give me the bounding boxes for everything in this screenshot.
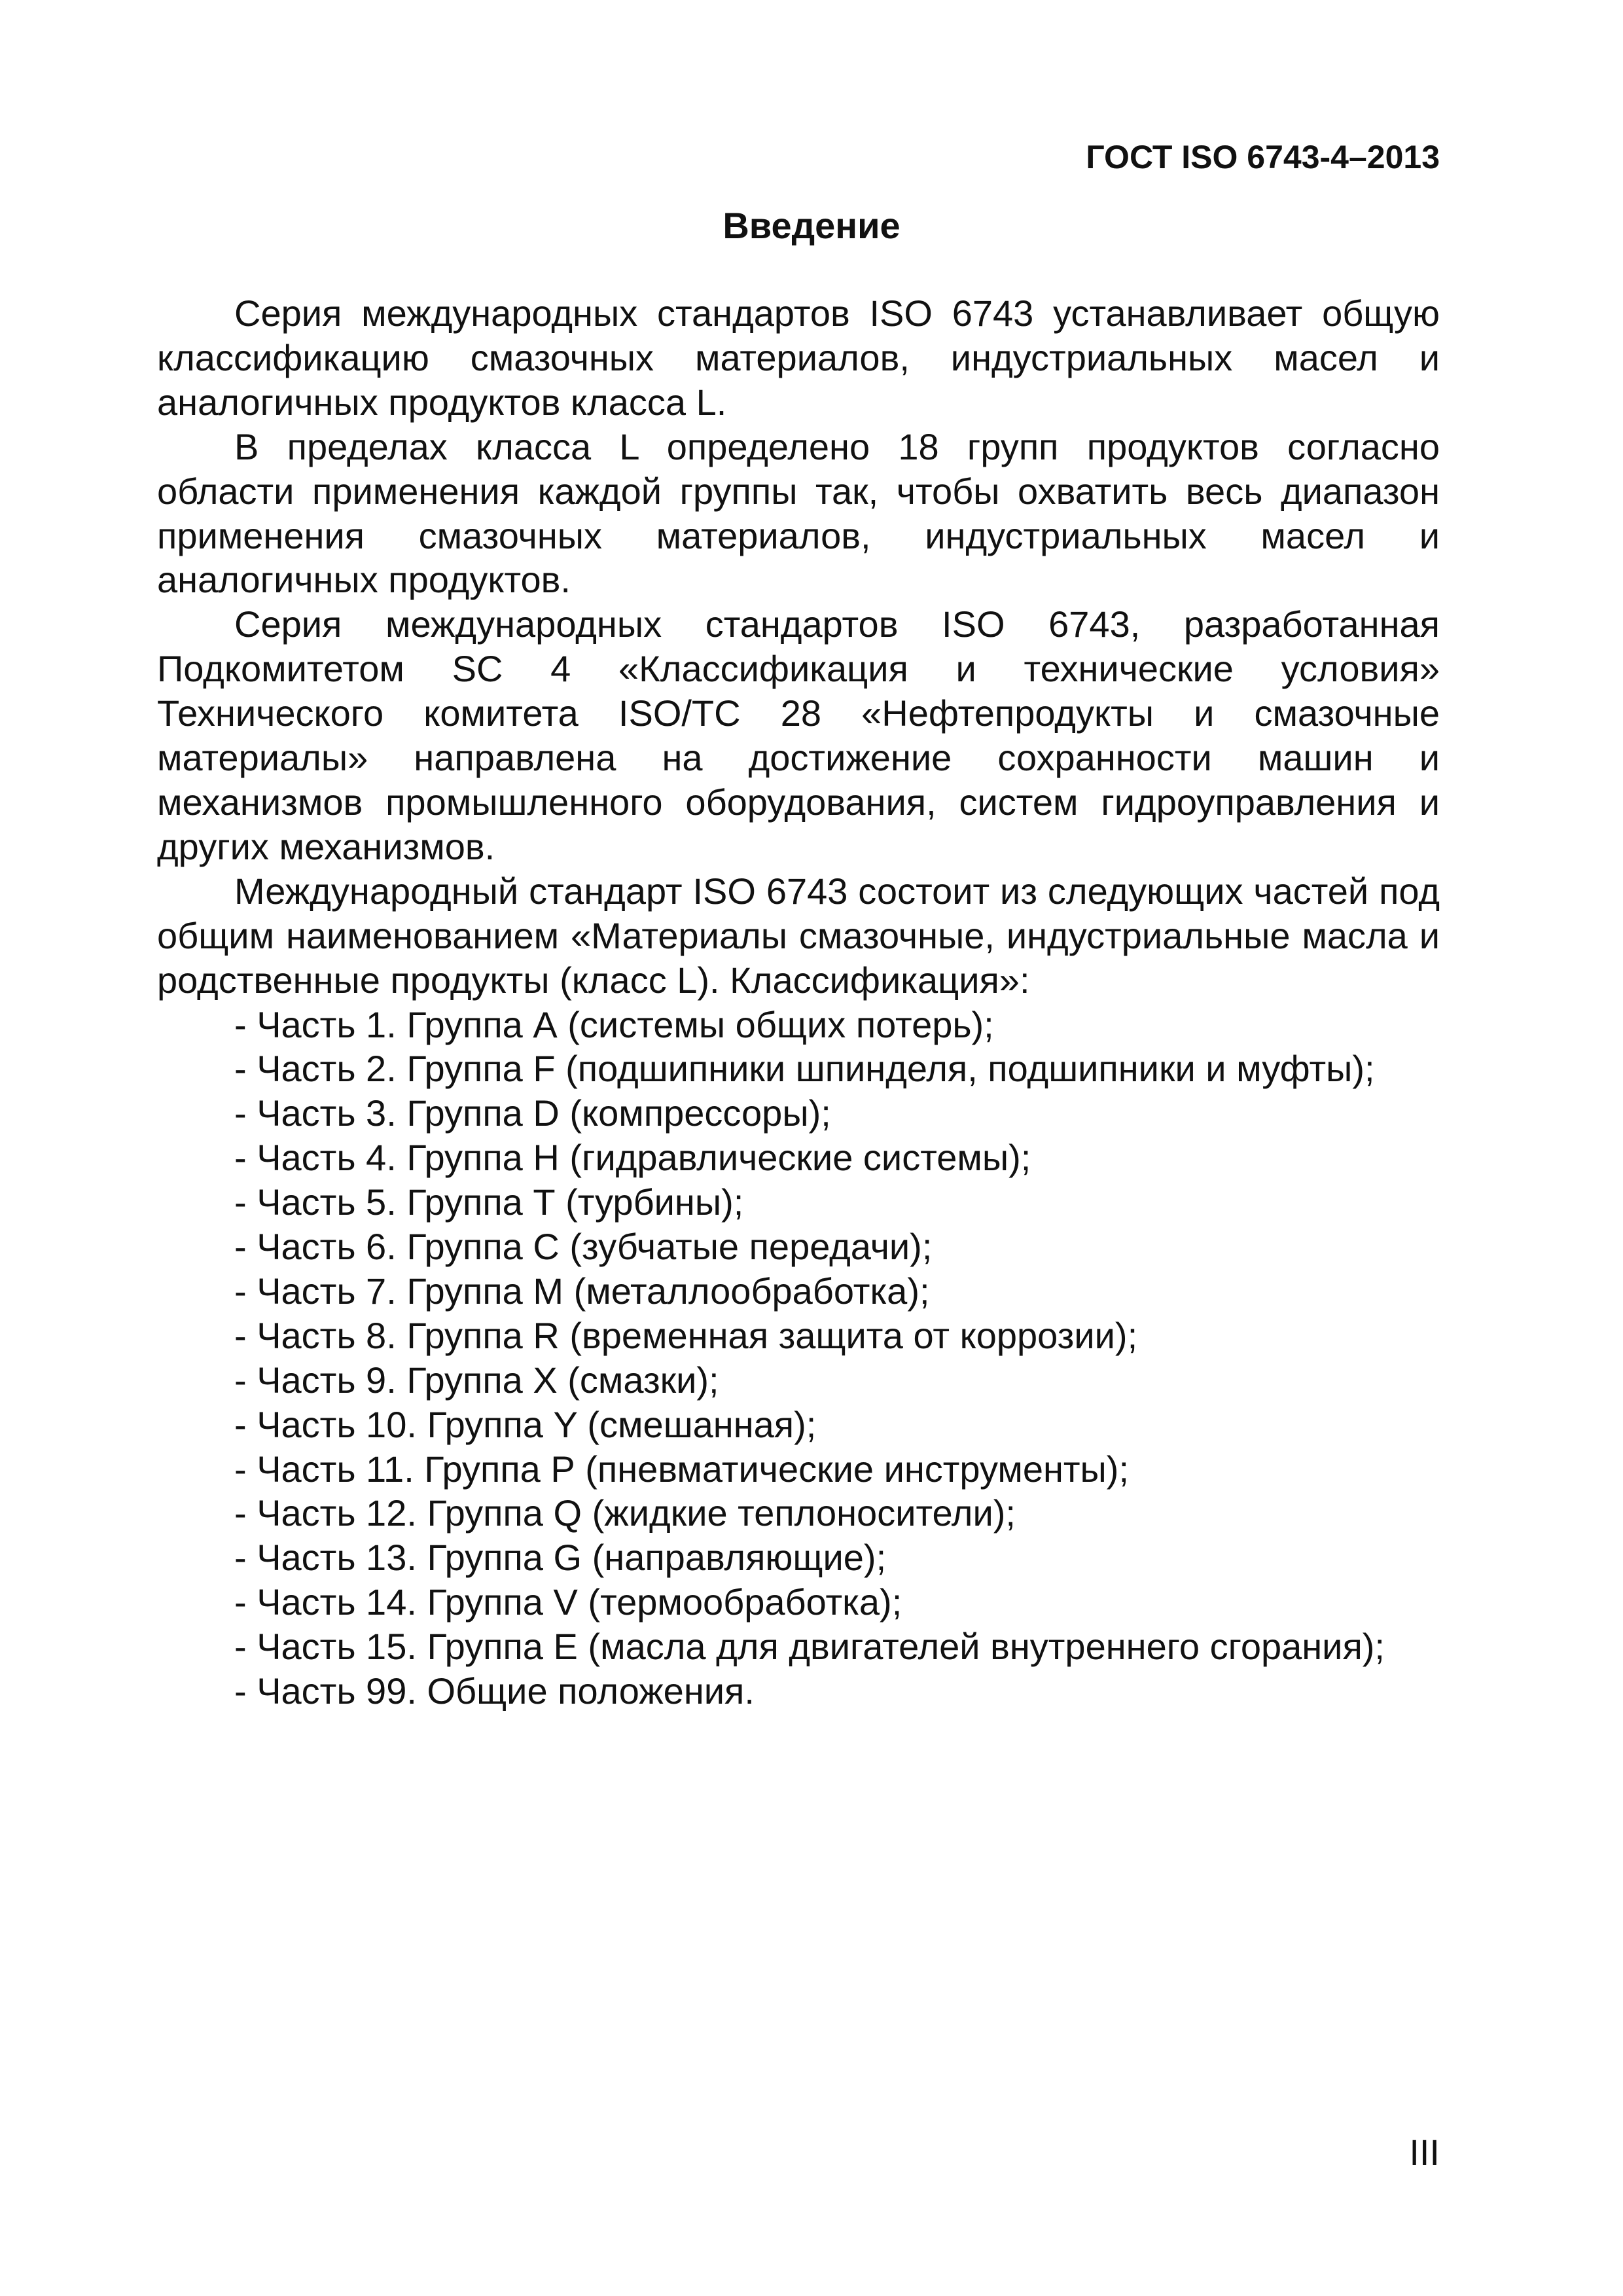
list-item: - Часть 2. Группа F (подшипники шпинделя, подшипники и муфты);	[234, 1048, 1375, 1090]
list-item: - Часть 6. Группа С (зубчатые передачи);	[234, 1226, 933, 1268]
list-item: - Часть 7. Группа М (металлообработка);	[234, 1270, 930, 1312]
page-number: III	[1409, 2132, 1440, 2173]
list-item: - Часть 8. Группа R (временная защита от коррозии);	[234, 1314, 1138, 1356]
list-item: - Часть 3. Группа D (компрессоры);	[234, 1092, 831, 1134]
list-item: - Часть 15. Группа Е (масла для двигателей внутреннего сгорания);	[234, 1626, 1385, 1668]
paragraph-subcommittee: Серия международных стандартов ISO 6743, разработанная Подкомитетом SC 4 «Классификация и технические условия» Технического комитета ISO/TC 28 «Нефтепродукты и смазочные материалы» направлена на достижение сохранности машин и механизмов промышленного оборудования, систем гидроуправления и других механизмов.	[157, 603, 1440, 867]
document-code: ГОСТ ISO 6743-4–2013	[1086, 139, 1440, 175]
list-item: - Часть 99. Общие положения.	[234, 1670, 755, 1712]
list-item: - Часть 11. Группа Р (пневматические инструменты);	[234, 1448, 1129, 1490]
list-item: - Часть 13. Группа G (направляющие);	[234, 1537, 887, 1579]
paragraph-intro: Серия международных стандартов ISO 6743 устанавливает общую классификацию смазочных материалов, индустриальных масел и аналогичных продуктов класса L.	[157, 293, 1440, 423]
paragraph-groups: В пределах класса L определено 18 групп продуктов согласно области применения каждой группы так, чтобы охватить весь диапазон применения смазочных материалов, индустриальных масел и аналогичных продуктов.	[157, 425, 1440, 601]
paragraph-parts-intro: Международный стандарт ISO 6743 состоит из следующих частей под общим наименованием «Материалы смазочные, индустриальные масла и родственные продукты (класс L). Классификация»:	[157, 870, 1440, 1001]
list-item: - Часть 4. Группа Н (гидравлические системы);	[234, 1137, 1031, 1179]
list-item: - Часть 5. Группа Т (турбины);	[234, 1181, 744, 1223]
list-item: - Часть 1. Группа А (системы общих потерь);	[234, 1003, 994, 1045]
list-item: - Часть 10. Группа Y (смешанная);	[234, 1403, 817, 1445]
list-item: - Часть 9. Группа X (смазки);	[234, 1359, 719, 1401]
page-title: Введение	[722, 205, 901, 246]
parts-list	[157, 1003, 1440, 1714]
list-item: - Часть 14. Группа V (термообработка);	[234, 1581, 902, 1623]
document-body	[157, 291, 1440, 1713]
list-item: - Часть 12. Группа Q (жидкие теплоносители);	[234, 1492, 1016, 1534]
